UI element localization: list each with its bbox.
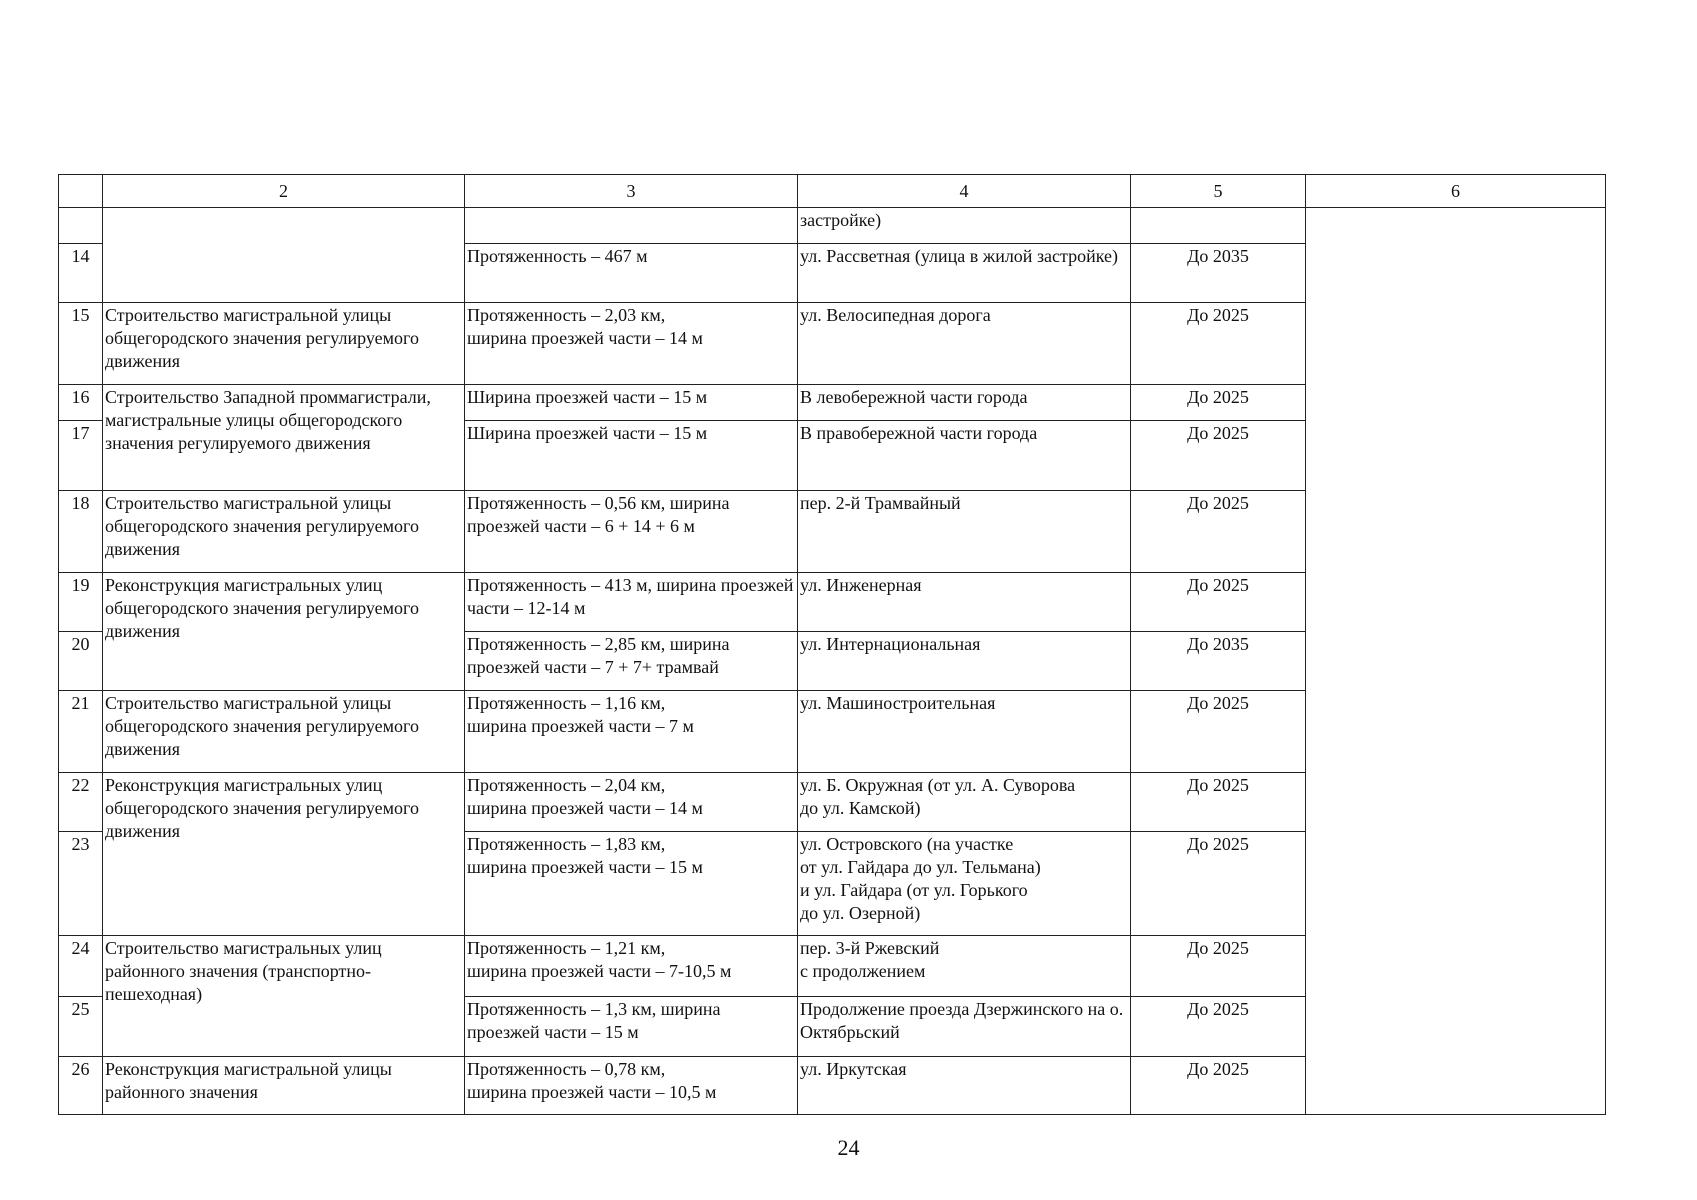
term-cell: До 2025	[1131, 491, 1306, 573]
location-cell: пер. 3-й Ржевский с продолжением	[798, 936, 1131, 997]
params-cell: Протяженность – 2,85 км, ширина проезжей части – 7 + 7+ трамвай	[465, 632, 798, 691]
params-cell: Протяженность – 2,04 км, ширина проезжей части – 14 м	[465, 773, 798, 832]
table-row	[59, 208, 1606, 244]
params-cell: Протяженность – 1,3 км, ширина проезжей части – 15 м	[465, 997, 798, 1057]
params-cell: Протяженность – 467 м	[465, 244, 798, 303]
row-number: 15	[59, 303, 103, 385]
term-cell: До 2025	[1131, 691, 1306, 773]
row-number: 22	[59, 773, 103, 832]
term-cell	[1131, 208, 1306, 244]
location-cell: застройке)	[798, 208, 1131, 244]
params-cell: Протяженность – 0,56 км, ширина проезжей части – 6 + 14 + 6 м	[465, 491, 798, 573]
location-cell: ул. Рассветная (улица в жилой застройке)	[798, 244, 1131, 303]
header-cell-4: 4	[798, 175, 1131, 208]
term-cell: До 2025	[1131, 385, 1306, 421]
location-cell: ул. Велосипедная дорога	[798, 303, 1131, 385]
term-cell: До 2025	[1131, 303, 1306, 385]
document-table	[58, 174, 1606, 1115]
term-cell: До 2035	[1131, 244, 1306, 303]
term-cell: До 2025	[1131, 1057, 1306, 1115]
location-cell: ул. Б. Окружная (от ул. А. Суворова до ул. Камской)	[798, 773, 1131, 832]
params-cell: Протяженность – 1,21 км, ширина проезжей части – 7-10,5 м	[465, 936, 798, 997]
term-cell: До 2035	[1131, 632, 1306, 691]
work-name-cell: Строительство Западной проммагистрали, магистральные улицы общегородского значения регулируемого движения	[103, 385, 465, 491]
work-name-cell: Строительство магистральных улиц районного значения (транспортно-пешеходная)	[103, 936, 465, 1057]
row-number: 26	[59, 1057, 103, 1115]
params-cell: Протяженность – 1,83 км, ширина проезжей части – 15 м	[465, 832, 798, 936]
row-number: 17	[59, 421, 103, 491]
location-cell: В левобережной части города	[798, 385, 1131, 421]
location-cell: Продолжение проезда Дзержинского на о. Октябрьский	[798, 997, 1131, 1057]
location-cell: ул. Инженерная	[798, 573, 1131, 632]
work-name-cell: Реконструкция магистральной улицы районного значения	[103, 1057, 465, 1115]
params-cell: Протяженность – 2,03 км, ширина проезжей части – 14 м	[465, 303, 798, 385]
location-cell: ул. Островского (на участке от ул. Гайдара до ул. Тельмана) и ул. Гайдара (от ул. Горького до ул. Озерной)	[798, 832, 1131, 936]
work-name-cell: Реконструкция магистральных улиц общегородского значения регулируемого движения	[103, 773, 465, 936]
params-cell: Ширина проезжей части – 15 м	[465, 385, 798, 421]
work-name-cell: Строительство магистральной улицы общегородского значения регулируемого движения	[103, 691, 465, 773]
term-cell: До 2025	[1131, 773, 1306, 832]
term-cell: До 2025	[1131, 936, 1306, 997]
work-name-cell: Строительство магистральной улицы общегородского значения регулируемого движения	[103, 303, 465, 385]
table-header-row	[59, 175, 1606, 208]
term-cell: До 2025	[1131, 997, 1306, 1057]
row-number: 25	[59, 997, 103, 1057]
work-name-cell: Строительство магистральной улицы общегородского значения регулируемого движения	[103, 491, 465, 573]
header-cell-2: 2	[103, 175, 465, 208]
header-cell-1	[59, 175, 103, 208]
row-number: 24	[59, 936, 103, 997]
location-cell: ул. Интернациональная	[798, 632, 1131, 691]
location-cell: ул. Машиностроительная	[798, 691, 1131, 773]
row-number: 21	[59, 691, 103, 773]
location-cell: пер. 2-й Трамвайный	[798, 491, 1131, 573]
header-cell-6: 6	[1306, 175, 1606, 208]
params-cell: Протяженность – 413 м, ширина проезжей части – 12-14 м	[465, 573, 798, 632]
page-number: 24	[837, 1135, 860, 1160]
row-number: 19	[59, 573, 103, 632]
row-number: 16	[59, 385, 103, 421]
work-name-cell	[103, 208, 465, 303]
row-number	[59, 208, 103, 244]
work-name-cell: Реконструкция магистральных улиц общегородского значения регулируемого движения	[103, 573, 465, 691]
row-number: 23	[59, 832, 103, 936]
term-cell: До 2025	[1131, 573, 1306, 632]
params-cell: Протяженность – 1,16 км, ширина проезжей части – 7 м	[465, 691, 798, 773]
params-cell: Ширина проезжей части – 15 м	[465, 421, 798, 491]
row-number: 20	[59, 632, 103, 691]
params-cell	[465, 208, 798, 244]
params-cell: Протяженность – 0,78 км, ширина проезжей части – 10,5 м	[465, 1057, 798, 1115]
header-cell-5: 5	[1131, 175, 1306, 208]
term-cell: До 2025	[1131, 421, 1306, 491]
term-cell: До 2025	[1131, 832, 1306, 936]
row-number: 14	[59, 244, 103, 303]
row-number: 18	[59, 491, 103, 573]
location-cell: ул. Иркутская	[798, 1057, 1131, 1115]
location-cell: В правобережной части города	[798, 421, 1131, 491]
header-cell-3: 3	[465, 175, 798, 208]
column-6-cell	[1306, 208, 1606, 1115]
